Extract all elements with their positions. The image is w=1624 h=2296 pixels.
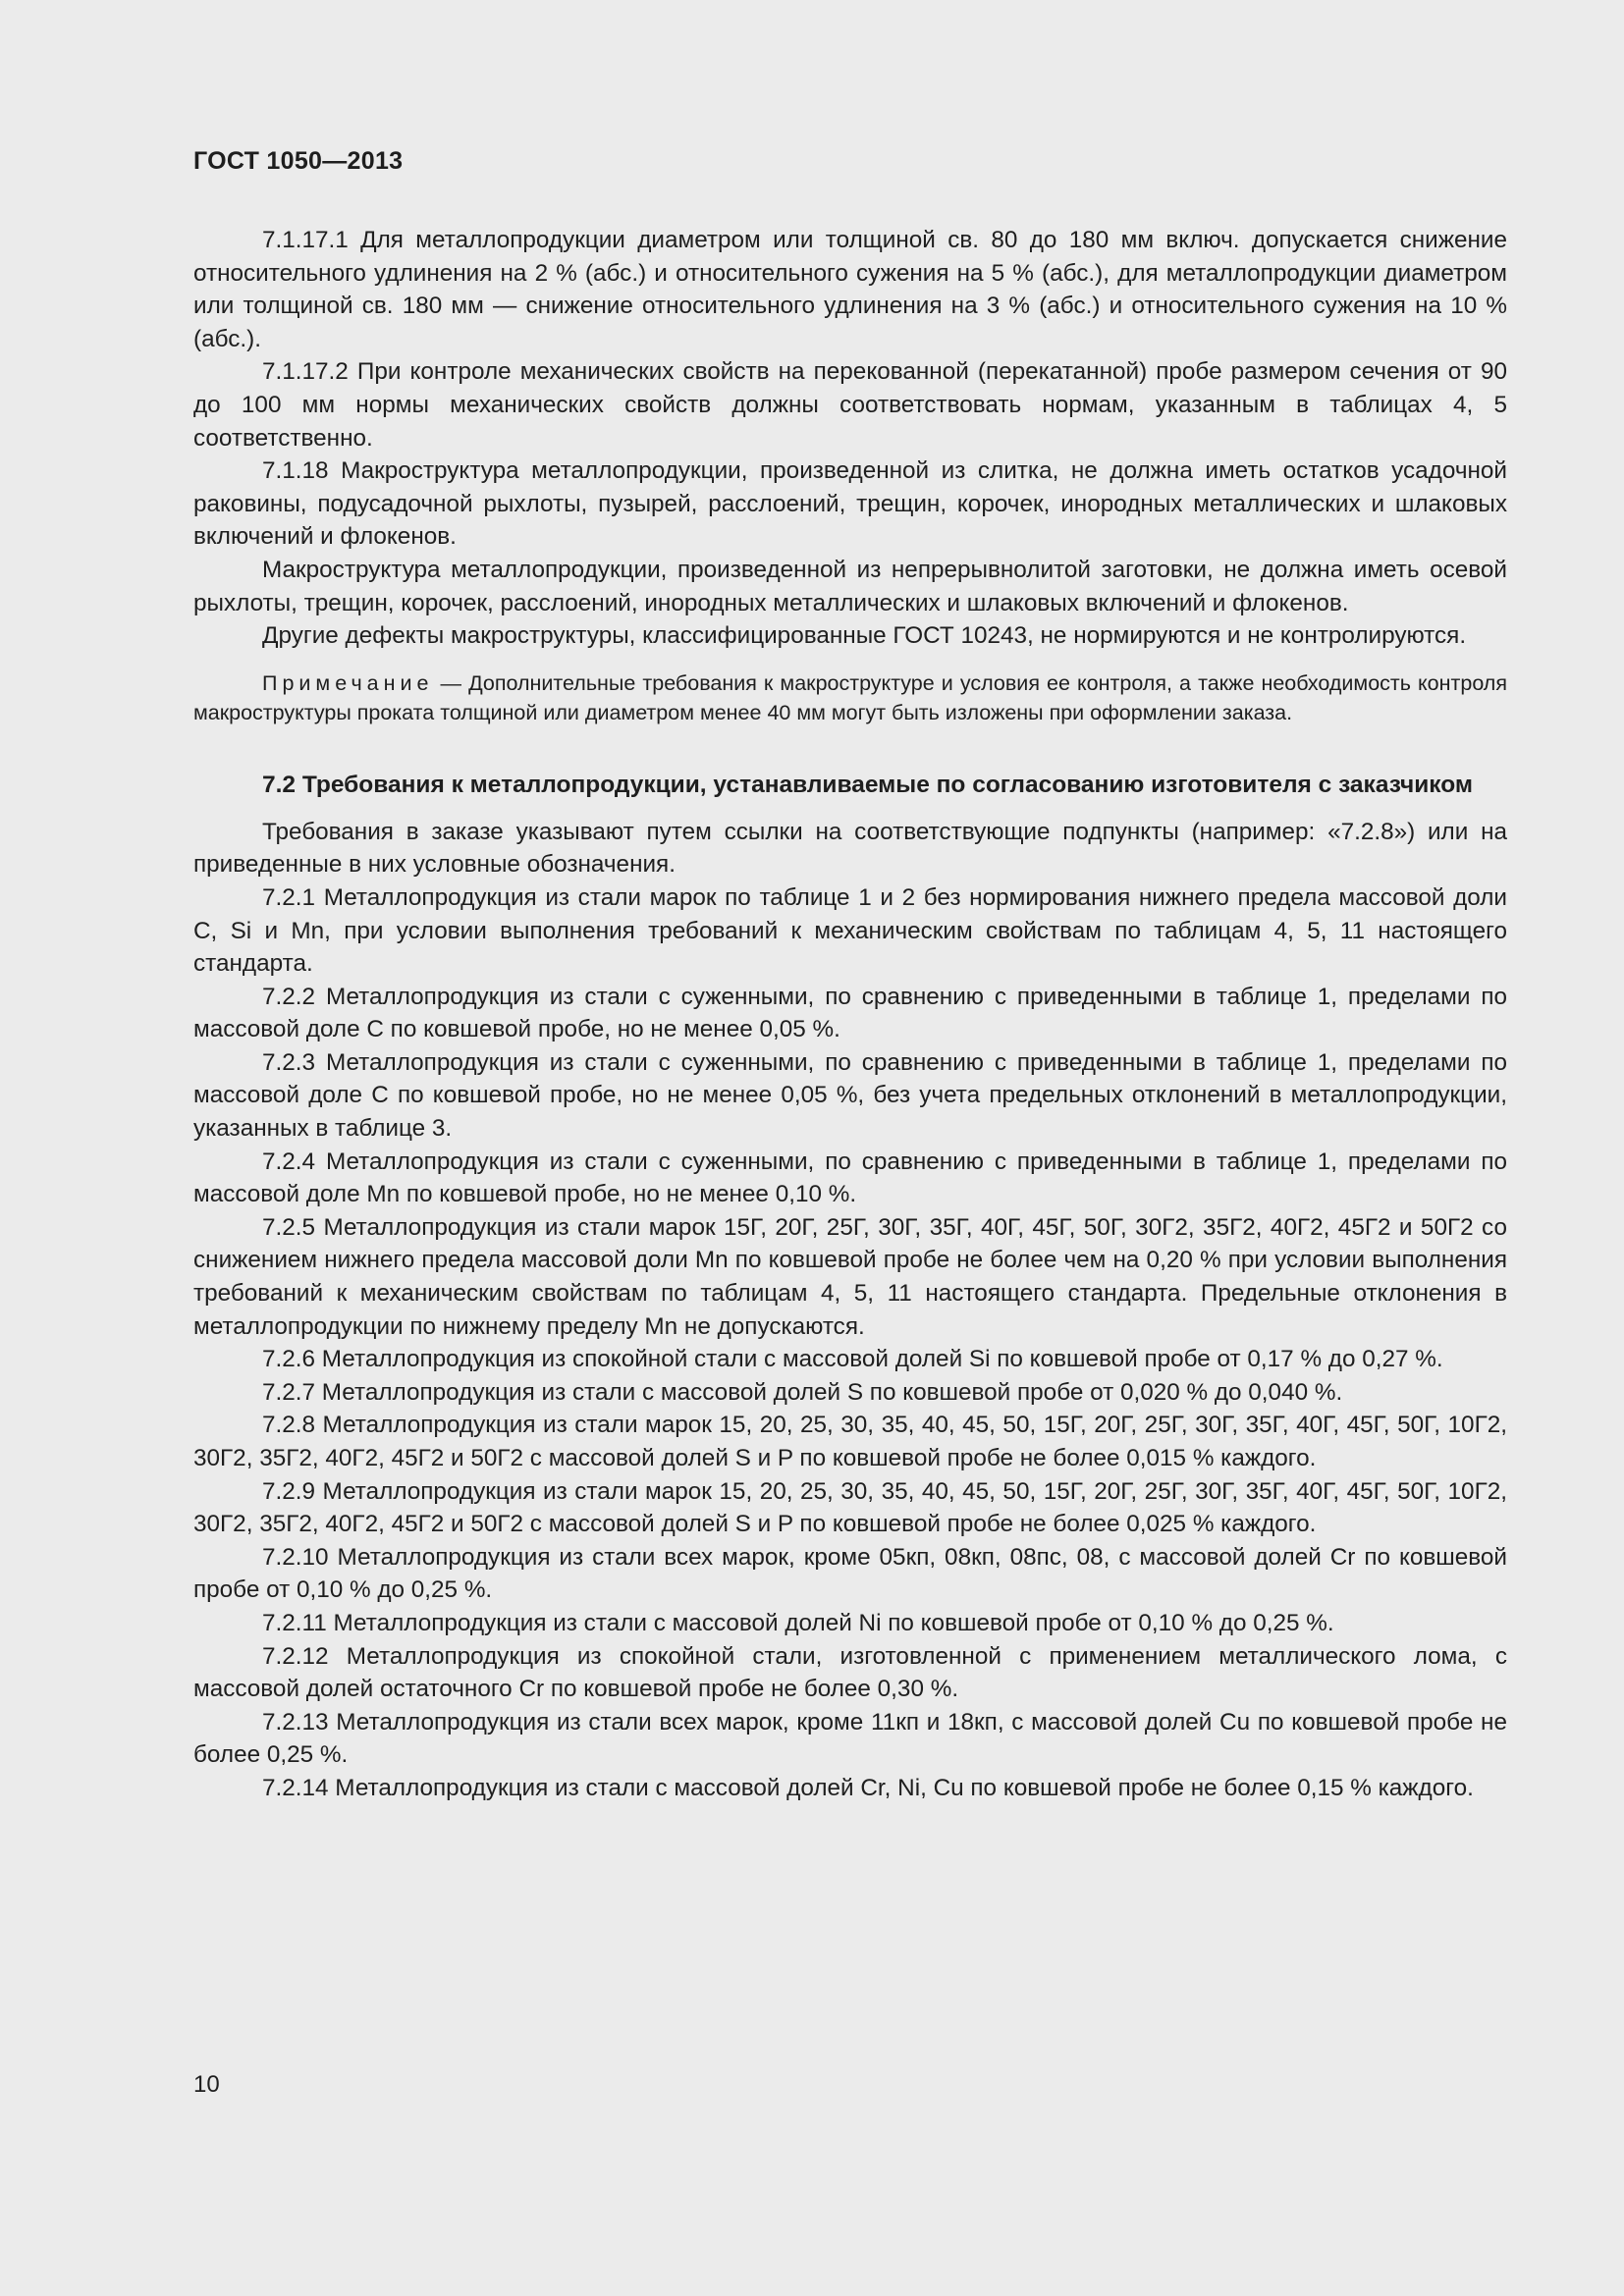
note-text: — Дополнительные требования к макроструктуре и условия ее контроля, а также необходимость контроля макроструктуры проката толщиной или диаметром менее 40 мм могут быть изложены при оформлении заказа.	[193, 670, 1507, 724]
paragraph: 7.2.14 Металлопродукция из стали с массовой долей Cr, Ni, Cu по ковшевой пробе не более 0,15 % каждого.	[262, 1774, 1474, 1801]
page-number: 10	[193, 2071, 220, 2098]
paragraph: 7.2.10 Металлопродукция из стали всех марок, кроме 05кп, 08кп, 08пс, 08, с массовой долей Cr по ковшевой пробе от 0,10 % до 0,25 %.	[193, 1543, 1507, 1604]
paragraph: Другие дефекты макроструктуры, классифицированные ГОСТ 10243, не нормируются и не контролируются.	[262, 622, 1467, 650]
section-heading: 7.2 Требования к металлопродукции, устанавливаемые по согласованию изготовителя с заказчиком	[262, 771, 1473, 798]
paragraph: 7.1.17.2 При контроле механических свойств на перекованной (перекатанной) пробе размером сечения от 90 до 100 мм нормы механических свойств должны соответствовать нормам, указанным в таблицах 4, 5 соответственно.	[193, 358, 1507, 452]
paragraph: Макроструктура металлопродукции, произведенной из непрерывнолитой заготовки, не должна иметь осевой рыхлоты, трещин, корочек, расслоений, инородных металлических и шлаковых включений и флокенов.	[193, 556, 1507, 616]
document-body	[193, 224, 1507, 1805]
paragraph: 7.1.17.1 Для металлопродукции диаметром или толщиной св. 80 до 180 мм включ. допускается снижение относительного удлинения на 2 % (абс.) и относительного сужения на 5 % (абс.), для металлопродукции диаметром или толщиной св. 180 мм — снижение относительного удлинения на 3 % (абс.) и относительного сужения на 10 % (абс.).	[193, 227, 1507, 352]
note	[193, 668, 1507, 727]
paragraph: 7.2.7 Металлопродукция из стали с массовой долей S по ковшевой пробе от 0,020 % до 0,040 %.	[262, 1378, 1343, 1406]
paragraph: 7.2.9 Металлопродукция из стали марок 15, 20, 25, 30, 35, 40, 45, 50, 15Г, 20Г, 25Г, 30Г, 35Г, 40Г, 45Г, 50Г, 10Г2, 30Г2, 35Г2, 40Г2, 45Г2 и 50Г2 с массовой долей S и P по ковшевой пробе не более 0,025 % каждого.	[193, 1477, 1507, 1538]
paragraph: 7.2.6 Металлопродукция из спокойной стали с массовой долей Si по ковшевой пробе от 0,17 % до 0,27 %.	[262, 1346, 1443, 1373]
paragraph: 7.2.3 Металлопродукция из стали с суженными, по сравнению с приведенными в таблице 1, пределами по массовой доле C по ковшевой пробе, но не менее 0,05 %, без учета предельных отклонений в металлопродукции, указанных в таблице 3.	[193, 1048, 1507, 1143]
paragraph: 7.2.13 Металлопродукция из стали всех марок, кроме 11кп и 18кп, с массовой долей Cu по ковшевой пробе не более 0,25 %.	[193, 1708, 1507, 1769]
paragraph: 7.1.18 Макроструктура металлопродукции, произведенной из слитка, не должна иметь остатков усадочной раковины, подусадочной рыхлоты, пузырей, расслоений, трещин, корочек, инородных металлических и шлаковых включений и флокенов.	[193, 457, 1507, 551]
paragraph: 7.2.1 Металлопродукция из стали марок по таблице 1 и 2 без нормирования нижнего предела массовой доли C, Si и Mn, при условии выполнения требований к механическим свойствам по таблицам 4, 5, 11 настоящего стандарта.	[193, 883, 1507, 978]
paragraph: 7.2.2 Металлопродукция из стали с суженными, по сравнению с приведенными в таблице 1, пределами по массовой доле C по ковшевой пробе, но не менее 0,05 %.	[193, 983, 1507, 1043]
paragraph: 7.2.5 Металлопродукция из стали марок 15Г, 20Г, 25Г, 30Г, 35Г, 40Г, 45Г, 50Г, 30Г2, 35Г2, 40Г2, 45Г2 и 50Г2 со снижением нижнего предела массовой доли Mn по ковшевой пробе не более чем на 0,20 % при условии выполнения требований к механическим свойствам по таблицам 4, 5, 11 настоящего стандарта. Предельные отклонения в металлопродукции по нижнему пределу Mn не допускаются.	[193, 1213, 1507, 1340]
document-header: ГОСТ 1050—2013	[193, 147, 404, 175]
paragraph: Требования в заказе указывают путем ссылки на соответствующие подпункты (например: «7.2.8») или на приведенные в них условные обозначения.	[193, 818, 1507, 879]
paragraph: 7.2.8 Металлопродукция из стали марок 15, 20, 25, 30, 35, 40, 45, 50, 15Г, 20Г, 25Г, 30Г, 35Г, 40Г, 45Г, 50Г, 10Г2, 30Г2, 35Г2, 40Г2, 45Г2 и 50Г2 с массовой долей S и P по ковшевой пробе не более 0,015 % каждого.	[193, 1412, 1507, 1471]
note-label: Примечание	[262, 670, 434, 695]
paragraph: 7.2.4 Металлопродукция из стали с суженными, по сравнению с приведенными в таблице 1, пределами по массовой доле Mn по ковшевой пробе, но не менее 0,10 %.	[193, 1148, 1507, 1208]
paragraph: 7.2.11 Металлопродукция из стали с массовой долей Ni по ковшевой пробе от 0,10 % до 0,25 %.	[262, 1609, 1334, 1636]
paragraph: 7.2.12 Металлопродукция из спокойной стали, изготовленной с применением металлического лома, с массовой долей остаточного Cr по ковшевой пробе не более 0,30 %.	[193, 1642, 1507, 1703]
